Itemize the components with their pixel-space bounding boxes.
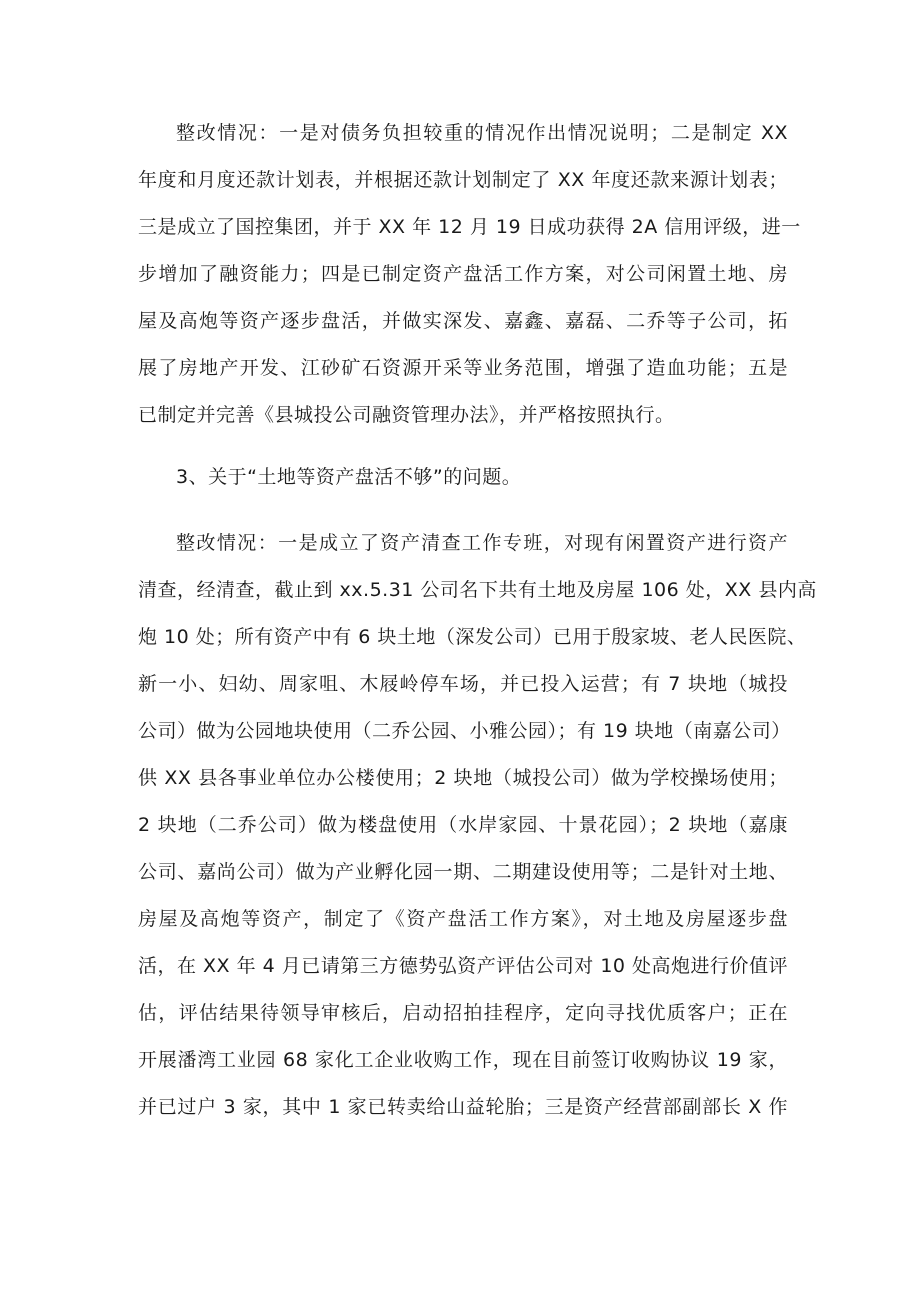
text-line: 整改情况：一是成立了资产清查工作专班，对现有闲置资产进行资产 (176, 532, 788, 554)
text-line: 屋及高炮等资产逐步盘活，并做实深发、嘉鑫、嘉磊、二乔等子公司，拓 (138, 310, 788, 332)
text-line: 炮 10 处；所有资产中有 6 块土地（深发公司）已用于殷家坡、老人民医院、 (138, 626, 807, 648)
text-line: 供 XX 县各事业单位办公楼使用；2 块地（城投公司）做为学校操场使用； (138, 767, 788, 789)
paragraph-asset-rectification (138, 520, 817, 1131)
text-line: 步增加了融资能力；四是已制定资产盘活工作方案，对公司闲置土地、房 (138, 263, 788, 285)
text-line: 新一小、妇幼、周家咀、木屐岭停车场，并已投入运营；有 7 块地（城投 (138, 673, 788, 695)
text-line: 整改情况：一是对债务负担较重的情况作出情况说明；二是制定 XX (176, 122, 788, 144)
text-line: 开展潘湾工业园 68 家化工企业收购工作，现在目前签订收购协议 19 家， (138, 1049, 788, 1071)
section-heading-asset-activation (138, 454, 788, 501)
text-line: 公司、嘉尚公司）做为产业孵化园一期、二期建设使用等；二是针对土地、 (138, 861, 788, 883)
paragraph-debt-rectification (138, 110, 801, 439)
text-line: 2 块地（二乔公司）做为楼盘使用（水岸家园、十景花园）；2 块地（嘉康 (138, 814, 788, 836)
text-line: 公司）做为公园地块使用（二乔公园、小雅公园）；有 19 块地（南嘉公司） (138, 720, 791, 742)
text-line: 年度和月度还款计划表，并根据还款计划制定了 XX 年度还款来源计划表； (138, 169, 788, 191)
text-line: 已制定并完善《县城投公司融资管理办法》，并严格按照执行。 (138, 404, 675, 426)
text-line: 清查，经清查，截止到 xx.5.31 公司名下共有土地及房屋 106 处，XX 县内高 (138, 579, 817, 601)
text-line: 房屋及高炮等资产，制定了《资产盘活工作方案》，对土地及房屋逐步盘 (138, 908, 788, 930)
text-line: 估，评估结果待领导审核后，启动招拍挂程序，定向寻找优质客户；正在 (138, 1002, 788, 1024)
section-heading: 3、关于“土地等资产盘活不够”的问题。 (176, 466, 522, 488)
text-line: 活，在 XX 年 4 月已请第三方德势弘资产评估公司对 10 处高炮进行价值评 (138, 955, 789, 977)
text-line: 展了房地产开发、江砂矿石资源开采等业务范围，增强了造血功能；五是 (138, 357, 788, 379)
text-line: 三是成立了国控集团，并于 XX 年 12 月 19 日成功获得 2A 信用评级，进一 (138, 216, 801, 238)
text-line: 并已过户 3 家，其中 1 家已转卖给山益轮胎；三是资产经营部副部长 X 作 (138, 1096, 788, 1118)
